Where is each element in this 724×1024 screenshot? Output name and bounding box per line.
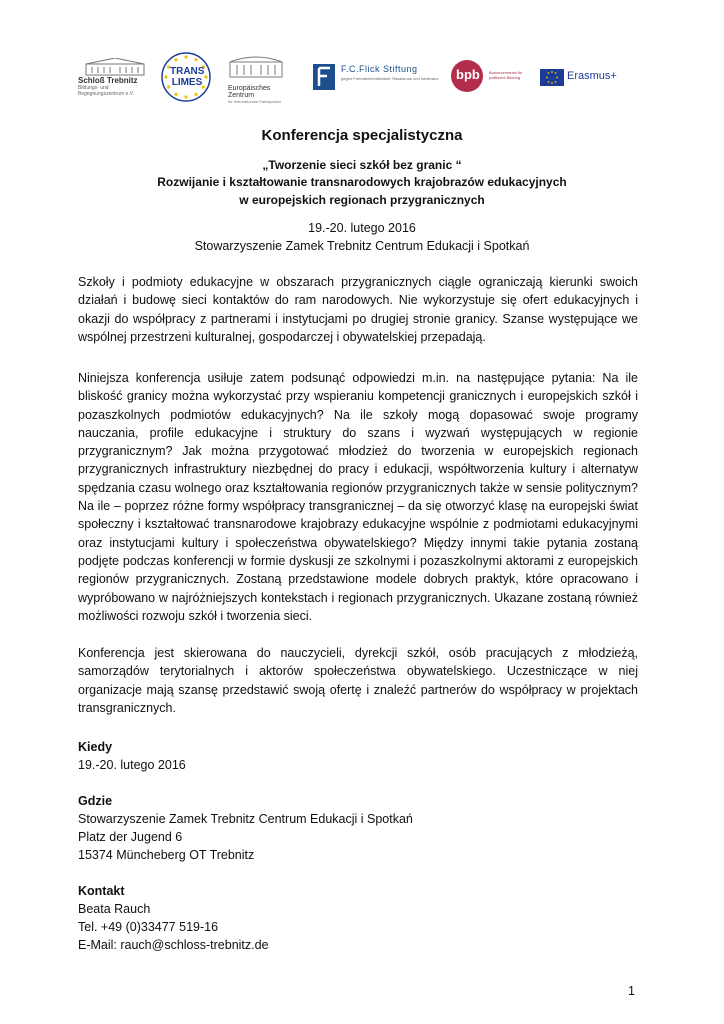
logo-erasmus-name: Erasmus+	[567, 70, 617, 82]
logo-europ-subtitle: für Internationale Partizipation	[228, 99, 282, 104]
logo-europaeisches-zentrum	[228, 56, 298, 104]
logo-bpb-subtitle: Bundeszentrale für politische Bildung	[489, 70, 523, 80]
logo-flick-subtitle: gegen Fremdenfeindlichkeit, Rassismus und Intoleranz	[341, 76, 439, 81]
logo-translimes	[160, 51, 212, 103]
star-icon	[184, 55, 187, 58]
body-paragraph-3: Konferencja jest skierowana do nauczycieli, dyrekcji szkół, osób pracujących z młodzieżą, samorządów terytorialnych i aktorów społeczeństwa obywatelskiego. Uczestniczące w niej organizacje mają szansę przedstawić swoją ofertę i znaleźć partnerów do współpracy w projektach transgranicznych.	[78, 646, 638, 715]
where-line-2: Platz der Jugend 6	[78, 830, 183, 844]
when-label: Kiedy	[78, 740, 113, 754]
subtitle-line-2: Rozwijanie i kształtowanie transnarodowych krajobrazów edukacyjnych	[157, 175, 567, 189]
where-line-1: Stowarzyszenie Zamek Trebnitz Centrum Edukacji i Spotkań	[78, 812, 413, 826]
building-icon	[228, 56, 284, 78]
subtitle-line-3: w europejskich regionach przygranicznych	[239, 193, 485, 207]
logo-flick-name: F.C.Flick Stiftung	[341, 64, 418, 74]
castle-icon	[84, 58, 146, 76]
event-organizer: Stowarzyszenie Zamek Trebnitz Centrum Edukacji i Spotkań	[194, 239, 530, 253]
where-label: Gdzie	[78, 794, 113, 808]
eu-flag-icon	[540, 69, 564, 86]
logo-translimes-line2: LIMES	[171, 77, 203, 88]
logo-schloss-trebnitz	[78, 58, 150, 97]
star-icon	[174, 58, 177, 61]
when-value: 19.-20. lutego 2016	[78, 758, 186, 772]
star-icon	[164, 75, 167, 78]
star-icon	[194, 58, 197, 61]
contact-email[interactable]: E-Mail: rauch@schloss-trebnitz.de	[78, 938, 269, 952]
contact-name: Beata Rauch	[78, 902, 151, 916]
document-title: Konferencja specjalistyczna	[261, 127, 463, 144]
contact-label: Kontakt	[78, 884, 125, 898]
star-icon	[194, 93, 197, 96]
body-paragraph-1: Szkoły i podmioty edukacyjne w obszarach przygranicznych ciągle ograniczają kierunki swoich działań i budowę sieci kontaktów do ram narodowych. Nie wykorzystuje się ofert edukacyjnych i okazji do współpracy z partnerami i instytucjami po drugiej stronie granicy. Szanse występujące we wspólnej przestrzeni kulturalnej, gospodarczej i obywatelskiej przepadają.	[78, 275, 638, 344]
logo-translimes-line1: TRANS	[170, 66, 205, 77]
star-icon	[184, 95, 187, 98]
body-paragraph-2: Niniejsza konferencja usiłuje zatem podsunąć odpowiedzi m.in. na następujące pytania: Na ile bliskość granicy można wykorzystać przy wspieraniu kompetencji granicznych i europejskich szkół i pozaszkolnych podmiotów edukacyjnych? Na ile szkoły mogą dopasować swoje programy nauczania, profile edukacyjne i struktury do szans i wyzwań występujących w regionie przygranicznym? Jak można przygotować młodzież do tworzenia w europejskich regionach przygranicznych infrastruktury niezbędnej do pracy i edukacji, współtworzenia kultury i alternatyw spędzania czasu wolnego oraz kształtowania regionów przygranicznych także w sensie politycznym? Na ile – poprzez różne formy współpracy transgranicznej – da się otworzyć klasę na europejski świat społeczny i kształtować transnarodowe krajobrazy edukacyjne wspólnie z podmiotami edukacyjnymi oraz instytucjami kultury i społeczeństwa obywatelskiego? Między innymi takie pytania zostaną podjęte podczas konferencji w formie dyskusji ze szkolnymi i pozaszkolnymi aktorami z europejskich regionów przygranicznych. Zostaną przedstawione modele dobrych praktyk, które opracowano i wypróbowano w najróżniejszych kontekstach i regionach przygranicznych. Ukazane zostaną również możliwości rozwoju szkół i tworzenia sieci.	[78, 371, 638, 623]
page-number: 1	[628, 984, 635, 998]
logo-trebnitz-name: Schloß Trebnitz	[78, 76, 138, 85]
sponsor-logos	[0, 0, 724, 120]
where-line-3: 15374 Müncheberg OT Trebnitz	[78, 848, 255, 862]
star-icon	[204, 75, 207, 78]
event-date: 19.-20. lutego 2016	[308, 221, 416, 235]
logo-bpb-mark: bpb	[456, 67, 480, 82]
logo-trebnitz-subtitle: Bildungs- und Begegnungszentrum e.V.	[78, 85, 134, 97]
flick-f-mark-icon	[313, 64, 335, 90]
logo-europ-name: Europäisches Zentrum	[228, 85, 271, 99]
subtitle-line-1: „Tworzenie sieci szkół bez granic “	[262, 158, 462, 172]
contact-phone: Tel. +49 (0)33477 519-16	[78, 920, 219, 934]
star-icon	[174, 93, 177, 96]
